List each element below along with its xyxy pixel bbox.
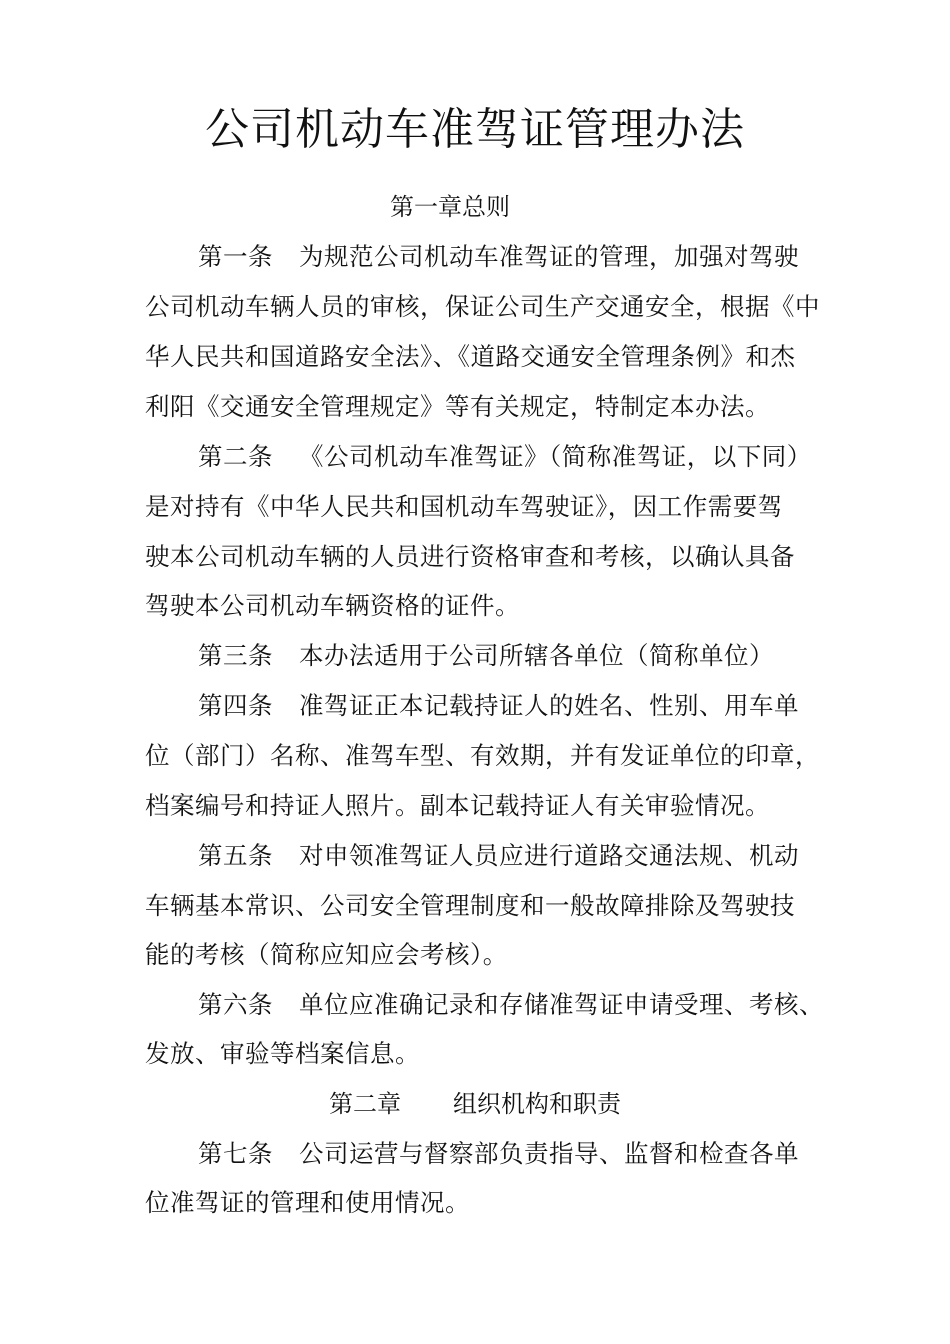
chapter-2-number: 第二章 xyxy=(329,1090,401,1118)
article-5-first-line xyxy=(198,841,799,871)
article-3-text: 本办法适用于公司所辖各单位（简称单位） xyxy=(299,641,774,670)
article-4-line: 档案编号和持证人照片。副本记载持证人有关审验情况。 xyxy=(145,791,770,820)
article-1-line: 利阳《交通安全管理规定》等有关规定，特制定本办法。 xyxy=(145,392,770,421)
article-5-line: 车辆基本常识、公司安全管理制度和一般故障排除及驾驶技 xyxy=(145,891,795,920)
article-5-text: 对申领准驾证人员应进行道路交通法规、机动 xyxy=(299,841,799,870)
article-6-first-line xyxy=(198,990,824,1020)
article-7-line: 位准驾证的管理和使用情况。 xyxy=(145,1188,470,1217)
chapter-2-heading xyxy=(0,1089,950,1119)
chapter-2-name: 组织机构和职责 xyxy=(453,1090,621,1118)
article-7-text: 公司运营与督察部负责指导、监督和检查各单 xyxy=(299,1139,799,1168)
article-2-line: 驾驶本公司机动车辆资格的证件。 xyxy=(145,591,520,620)
article-6-line: 发放、审验等档案信息。 xyxy=(145,1039,420,1068)
article-2-text: 《公司机动车准驾证》（简称准驾证，以下同） xyxy=(299,442,812,471)
article-3-first-line xyxy=(198,641,774,671)
article-1-label: 第一条 xyxy=(198,242,273,271)
article-4-first-line xyxy=(198,691,799,721)
article-4-text: 准驾证正本记载持证人的姓名、性别、用车单 xyxy=(299,691,799,720)
article-3-label: 第三条 xyxy=(198,641,273,670)
article-2-label: 第二条 xyxy=(198,442,273,471)
article-6-label: 第六条 xyxy=(198,990,273,1019)
article-6-text: 单位应准确记录和存储准驾证申请受理、考核、 xyxy=(299,990,824,1019)
article-4-line: 位（部门）名称、准驾车型、有效期，并有发证单位的印章， xyxy=(145,741,820,770)
article-5-line: 能的考核（简称应知应会考核）。 xyxy=(145,940,508,969)
article-7-label: 第七条 xyxy=(198,1139,273,1168)
article-1-text: 为规范公司机动车准驾证的管理，加强对驾驶 xyxy=(299,242,799,271)
article-4-label: 第四条 xyxy=(198,691,273,720)
article-1-line: 华人民共和国道路安全法》、《道路交通安全管理条例》和杰 xyxy=(145,342,796,371)
article-2-line: 驶本公司机动车辆的人员进行资格审查和考核，以确认具备 xyxy=(145,542,795,571)
article-2-line: 是对持有《中华人民共和国机动车驾驶证》，因工作需要驾 xyxy=(145,492,783,521)
article-5-label: 第五条 xyxy=(198,841,273,870)
article-2-first-line xyxy=(198,442,812,472)
article-1-first-line xyxy=(198,242,799,272)
chapter-1-heading: 第一章总则 xyxy=(390,193,510,221)
article-1-line: 公司机动车辆人员的审核，保证公司生产交通安全，根据《中 xyxy=(145,292,820,321)
article-7-first-line xyxy=(198,1139,799,1169)
document-title: 公司机动车准驾证管理办法 xyxy=(205,104,745,155)
